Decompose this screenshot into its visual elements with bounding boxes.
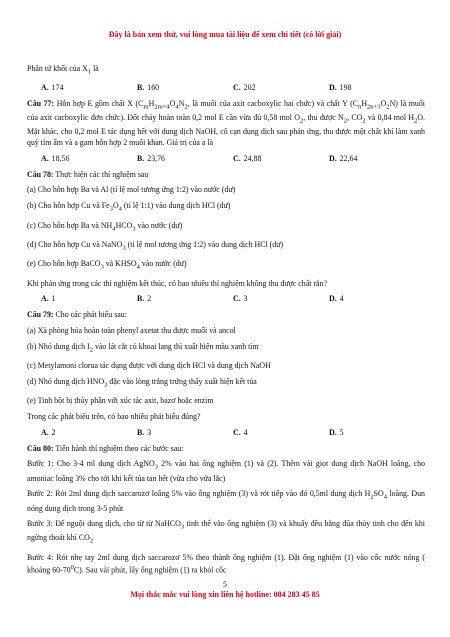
document-body bbox=[27, 64, 425, 582]
option-text: 4 bbox=[243, 427, 248, 437]
option-text: 2 bbox=[147, 294, 152, 304]
answer-option bbox=[41, 294, 137, 305]
footer-banner: Mọi thắc mắc vui lòng xin liên hệ hotline: 084 283 45 85 bbox=[130, 590, 320, 599]
option-letter: D. bbox=[329, 83, 337, 93]
answer-option bbox=[233, 154, 329, 165]
paragraph: (e) Tinh bột bị thủy phân với xúc tác axit, bazơ hoặc enzim bbox=[27, 396, 214, 406]
answer-option bbox=[329, 83, 425, 94]
option-text: 202 bbox=[243, 83, 256, 93]
option-text: 5 bbox=[339, 427, 344, 437]
option-letter: B. bbox=[137, 427, 145, 437]
answer-options bbox=[41, 83, 425, 94]
answer-option bbox=[137, 154, 233, 165]
paragraph: Bước 1: Cho 3-4 ml dung dịch AgNO$_3$ 2% vào hai ống nghiệm (1) và (2). Thêm vài giọt dung dịch NaOH loãng, cho amoniac loãng 3% cho tới khi kết tủa tan hết (vừa cho vừa lắc) bbox=[27, 459, 425, 483]
option-text: 198 bbox=[339, 83, 352, 93]
option-text: 160 bbox=[147, 83, 160, 93]
answer-options bbox=[41, 154, 425, 165]
paragraph: (a) Cho hỗn hợp Ba và Al (tỉ lệ mol tương ứng 1:2) vào nước (dư) bbox=[27, 185, 236, 195]
answer-options bbox=[41, 294, 425, 305]
option-letter: B. bbox=[137, 294, 145, 304]
answer-option bbox=[233, 83, 329, 94]
option-text: 1 bbox=[51, 294, 56, 304]
option-text: 22,64 bbox=[339, 153, 358, 163]
option-letter: C. bbox=[233, 83, 241, 93]
answer-option bbox=[41, 154, 137, 165]
answer-option bbox=[329, 294, 425, 305]
option-text: 3 bbox=[147, 427, 152, 437]
option-text: 174 bbox=[51, 83, 64, 93]
answer-option bbox=[329, 428, 425, 439]
option-letter: A. bbox=[41, 153, 49, 163]
paragraph: Khi phản ứng trong các thí nghiệm kết thúc, có bao nhiêu thí nghiệm không thu được chất rắn? bbox=[27, 278, 328, 288]
paragraph: (b) Cho hỗn hợp Cu và $Fe_3O_4$ (tỉ lệ 1:1) vào dung dịch HCl (dư) bbox=[27, 201, 231, 213]
paragraph: (d) Nhỏ dung dịch $HNO_3$ đặc vào lòng trắng trứng thấy xuất hiện kết tủa bbox=[27, 376, 257, 389]
answer-options bbox=[41, 428, 425, 439]
paragraph: Câu 77: Hỗn hợp E gồm chất X ($C_mH_{2m+4}O_4N_2$, là muối của axit cacboxylic hai chức) và chất Y $(C_nH_{2n+3}O_2N)$ là muối của axit cacboxylic đơn chức). Đốt cháy hoàn toàn 0,2 mol E cần vừa đủ 0,58 mol $O_2$, thu được $N_2$, $CO_2$ và 0,84 mol $H_2O$. Mặt khác, cho 0,2 mol E tác dụng hết với dung dịch NaOH, cô cạn dung dịch sau phản ứng, thu được một chất khí làm xanh quỳ tím ẩm và a gam hỗn hợp 2 muối khan. Giá trị của a là bbox=[27, 99, 425, 148]
answer-option bbox=[233, 294, 329, 305]
answer-option bbox=[137, 294, 233, 305]
option-letter: C. bbox=[233, 153, 241, 163]
option-text: 23,76 bbox=[147, 153, 166, 163]
option-letter: D. bbox=[329, 294, 337, 304]
option-text: 2 bbox=[51, 427, 56, 437]
option-letter: B. bbox=[137, 153, 145, 163]
option-text: 4 bbox=[339, 294, 344, 304]
answer-option bbox=[233, 428, 329, 439]
option-letter: C. bbox=[233, 427, 241, 437]
paragraph: (e) Cho hỗn hợp BaCO$_3$ và $KHSO_4$ vào nước (dư) bbox=[27, 259, 187, 271]
answer-option bbox=[41, 83, 137, 94]
paragraph: Bước 3: Để nguội dung dịch, cho từ từ NaHCO$_3$ tinh thể vào ống nghiệm (3) và khuấy đều bằng đũa thủy tinh cho đến khi ngừng thoát khí $CO_2$ bbox=[27, 519, 425, 546]
answer-option bbox=[137, 83, 233, 94]
header-banner: Đây là bản xem thử, vui lòng mua tài liệu để xem chi tiết (có lời giải) bbox=[108, 30, 342, 39]
option-letter: A. bbox=[41, 83, 49, 93]
answer-option bbox=[137, 428, 233, 439]
option-letter: B. bbox=[137, 83, 145, 93]
paragraph: (a) Xà phòng hóa hoàn toàn phenyl axetat thu được muối và ancol bbox=[27, 325, 236, 335]
paragraph: Bước 2: Rót 2ml dung dịch saccarozơ loãng 5% vào ống nghiệm (3) và rót tiếp vào đó 0,5ml dung dịch $H_2SO_4$ loãng. Đun nóng dung dịch trong 3-5 phút bbox=[27, 489, 425, 513]
paragraph: Câu 80: Tiến hành thí nghiệm theo các bước sau: bbox=[27, 443, 184, 453]
paragraph: (c) Cho hỗn hợp Ba và $NH_4HCO_3$ vào nước (dư) bbox=[27, 220, 183, 233]
paragraph: Bước 4: Rót nhẹ tay 2ml dung dịch saccarozơ 5% theo thành ống nghiệm (1). Đặt ống nghiệm (1) vào cốc nước nóng ( khoảng $60-70^0C$). Sau vài phút, lấy ống nghiệm (1) ra khỏi cốc bbox=[27, 552, 425, 576]
paragraph: Trong các phát biểu trên, có bao nhiêu phát biểu đúng? bbox=[27, 412, 201, 422]
paragraph: (b) Nhỏ dung dịch $I_2$ vào lát cắt củ khoai lang thì xuất hiện màu xanh tím bbox=[27, 341, 259, 354]
paragraph: Câu 79: Cho các phát biểu sau: bbox=[27, 310, 127, 320]
option-letter: D. bbox=[329, 153, 337, 163]
answer-option bbox=[41, 428, 137, 439]
option-letter: D. bbox=[329, 427, 337, 437]
paragraph: (c) Metylamoni clorua tác dụng được với dung dịch HCl và dung dịch NaOH bbox=[27, 361, 271, 371]
paragraph: (d) Cho hỗn hợp Cu và NaNO$_3$ (tỉ lệ mol tương ứng 1:2) vào dung dịch HCl (dư) bbox=[27, 239, 284, 252]
option-text: 3 bbox=[243, 294, 248, 304]
option-letter: C. bbox=[233, 294, 241, 304]
paragraph: Phân tử khối của $X_1$ là bbox=[27, 64, 99, 76]
option-text: 18,56 bbox=[51, 153, 70, 163]
option-text: 24,88 bbox=[243, 153, 262, 163]
page-number: 5 bbox=[223, 580, 227, 589]
option-letter: A. bbox=[41, 294, 49, 304]
answer-option bbox=[329, 154, 425, 165]
paragraph: Câu 78: Thực hiện các thí nghiệm sau bbox=[27, 169, 149, 179]
option-letter: A. bbox=[41, 427, 49, 437]
